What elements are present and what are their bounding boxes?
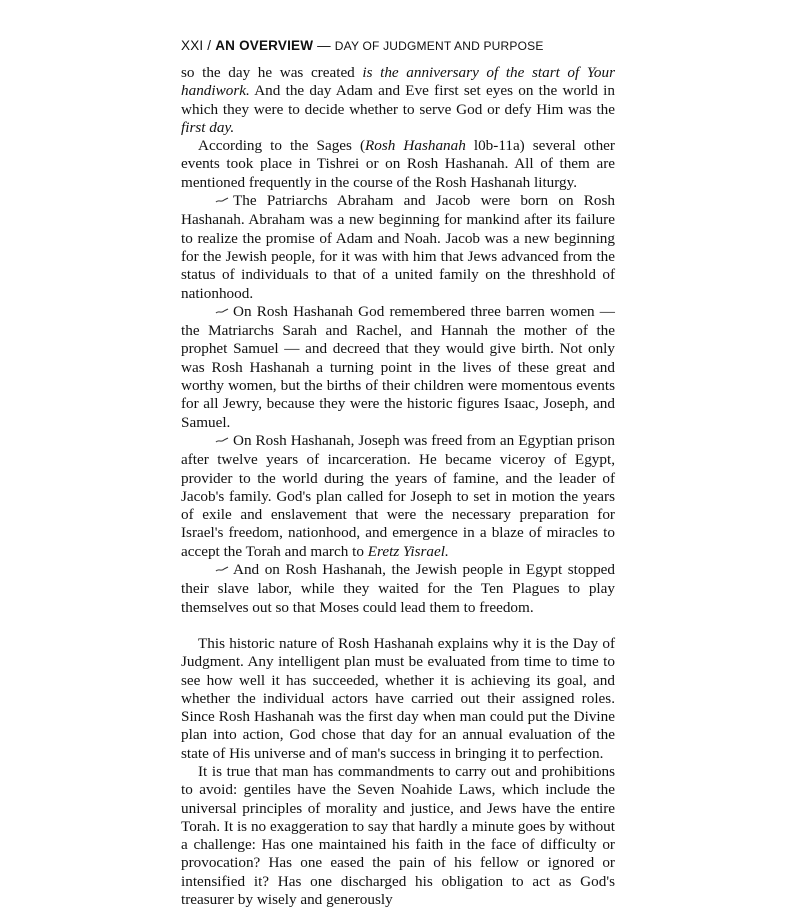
paragraph bbox=[181, 137, 615, 192]
text-run: This historic nature of Rosh Hashanah explains why it is the Day of Judgment. Any intelligent plan must be evaluated from time to time to see how well it has succeeded, whether it is achieving its goal, and whether the individual actors have carried out their assigned roles. Since Rosh Hashanah was the first day when man could put the Divine plan into action, God chose that day for an annual evaluation of the state of His universe and of man's success in bringing it to perfection. bbox=[181, 634, 615, 762]
paragraph bbox=[181, 303, 615, 432]
paragraph bbox=[181, 64, 615, 137]
italic-text: Rosh Hashanah bbox=[365, 137, 466, 155]
body-text bbox=[181, 64, 615, 909]
italic-text: first day. bbox=[181, 118, 235, 136]
paragraph bbox=[181, 763, 615, 909]
text-run: l0b-11a) several other events took place in Tishrei or on Rosh Hashanah. All of them are mentioned frequently in the course of the Rosh Hashanah liturgy. bbox=[181, 137, 615, 191]
italic-text: Eretz Yisrael. bbox=[367, 542, 449, 560]
text-run: On Rosh Hashanah God remembered three barren women — the Matriarchs Sarah and Rachel, and Hannah the mother of the prophet Samuel — and decreed that they would give birth. Not only was Rosh Hashanah a turning point in the lives of these great and worthy women, but the births of their children were momentous events for all Jewry, because they were the historic figures Isaac, Joseph, and Samuel. bbox=[181, 302, 615, 431]
text-run: According to the Sages ( bbox=[198, 137, 366, 155]
paragraph-marker-icon bbox=[198, 432, 229, 450]
paragraph bbox=[181, 192, 615, 303]
text-run: And the day Adam and Eve first set eyes on the world in which they were to decide whether to serve God or defy Him was the bbox=[181, 82, 615, 118]
paragraph bbox=[181, 635, 615, 763]
text-run: The Patriarchs Abraham and Jacob were born on Rosh Hashanah. Abraham was a new beginning for mankind after its failure to realize the promise of Adam and Noah. Jacob was a new beginning for the Jewish people, for it was with him that Jews advanced from the status of individuals to that of a united family on the threshhold of nationhood. bbox=[181, 192, 615, 302]
paragraph-marker-icon bbox=[198, 192, 229, 210]
paragraph bbox=[181, 432, 615, 561]
section-subtitle: DAY OF JUDGMENT AND PURPOSE bbox=[334, 39, 544, 53]
page-number: XXI / bbox=[181, 38, 212, 53]
section-title: AN OVERVIEW bbox=[215, 38, 314, 53]
paragraph bbox=[181, 561, 615, 617]
text-run: It is true that man has commandments to carry out and prohibitions to avoid: gentiles have the Seven Noahide Laws, which include the universal principles of morality and justice, and Jews have the entire Torah. It is no exaggeration to say that hardly a minute goes by without a challenge: Has one maintained his faith in the face of difficulty or provocation? Has one eased the pain of his fellow or ignored or intensified it? Has one discharged his obligation to act as God's treasurer by wisely and generously bbox=[181, 762, 615, 909]
text-run: so the day he was created bbox=[181, 64, 363, 81]
text-run: And on Rosh Hashanah, the Jewish people in Egypt stopped their slave labor, while they waited for the Ten Plagues to play themselves out so that Moses could lead them to freedom. bbox=[181, 561, 615, 616]
paragraph-marker-icon bbox=[198, 561, 229, 579]
paragraph-marker-icon bbox=[198, 303, 229, 321]
text-run: On Rosh Hashanah, Joseph was freed from an Egyptian prison after twelve years of incarceration. He became viceroy of Egypt, provider to the world during the years of famine, and the leader of Jacob's family. God's plan called for Joseph to set in motion the years of exile and enslavement that were the necessary preparation for Israel's freedom, nationhood, and emergence in a blaze of miracles to accept the Torah and march to bbox=[181, 431, 615, 560]
running-header bbox=[181, 38, 544, 53]
header-dash: — bbox=[317, 38, 331, 53]
italic-text: is the anniversary of the start of Your handiwork. bbox=[181, 64, 615, 100]
